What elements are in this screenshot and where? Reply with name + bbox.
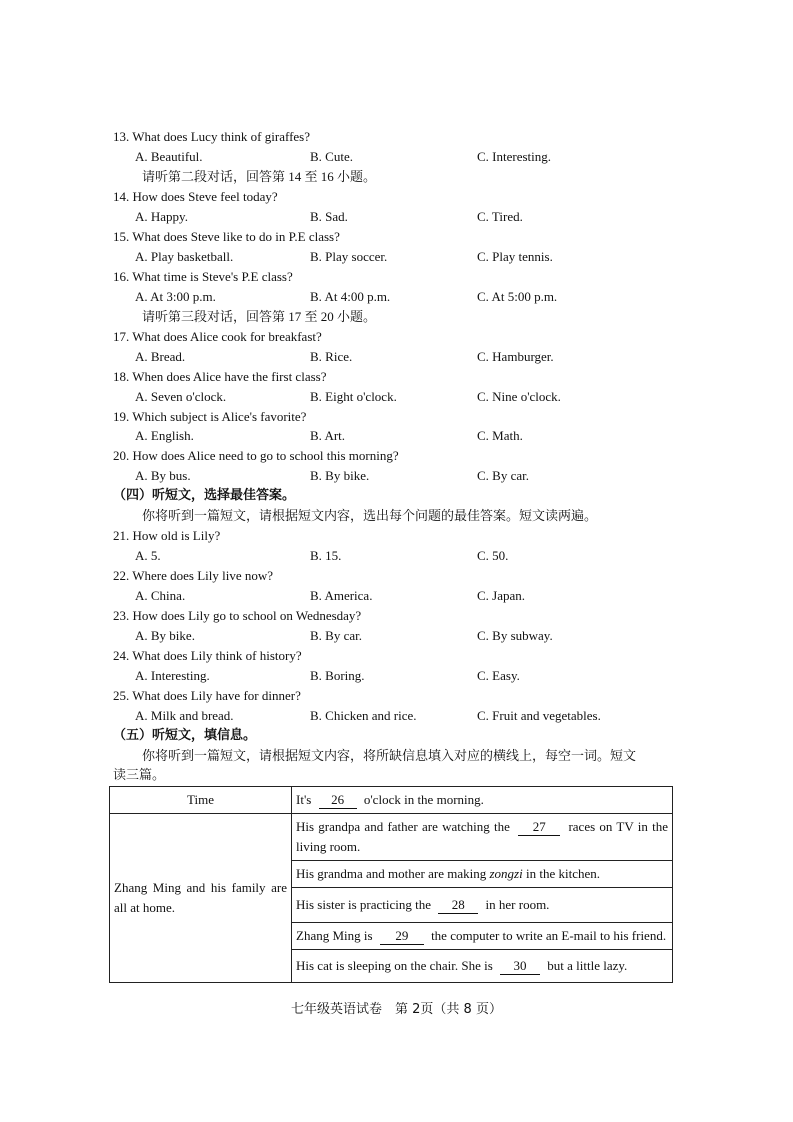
option-23c: C. By subway.	[477, 628, 553, 643]
question-24: 24. What does Lily think of history?	[113, 648, 302, 663]
option-22a: A. China.	[135, 588, 186, 603]
option-15a: A. Play basketball.	[135, 249, 234, 264]
row3-post: in her room.	[485, 897, 550, 912]
option-24b: B. Boring.	[310, 668, 365, 683]
table-row	[110, 814, 673, 861]
option-25c: C. Fruit and vegetables.	[477, 708, 601, 723]
page-footer: 七年级英语试卷 第 2页（共 8 页）	[291, 1002, 502, 1017]
option-13c: C. Interesting.	[477, 149, 552, 164]
section5-instruction-line1: 你将听到一篇短文，请根据短文内容，将所缺信息填入对应的横线上，每空一词。短文	[142, 748, 637, 763]
row5-post: but a little lazy.	[547, 958, 628, 973]
family-label: Zhang Ming and his family are all at home.	[110, 814, 292, 983]
option-21b: B. 15.	[310, 548, 342, 563]
row4-post: the computer to write an E-mail to his friend.	[431, 928, 667, 943]
option-15c: C. Play tennis.	[477, 249, 553, 264]
question-22: 22. Where does Lily live now?	[113, 568, 274, 583]
option-21a: A. 5.	[135, 548, 161, 563]
option-17a: A. Bread.	[135, 349, 186, 364]
option-13b: B. Cute.	[310, 149, 353, 164]
option-22b: B. America.	[310, 588, 373, 603]
option-14a: A. Happy.	[135, 209, 188, 224]
option-13a: A. Beautiful.	[135, 149, 203, 164]
option-19a: A. English.	[135, 428, 194, 443]
question-20: 20. How does Alice need to go to school this morning?	[113, 448, 399, 463]
option-18a: A. Seven o'clock.	[135, 389, 227, 404]
blank-27: 27	[518, 819, 560, 836]
time-cell	[292, 787, 673, 814]
dialog3-instruction: 请听第三段对话，回答第 17 至 20 小题。	[142, 309, 377, 324]
row2-cell	[292, 861, 673, 888]
option-24a: A. Interesting.	[135, 668, 210, 683]
time-post: o'clock in the morning.	[363, 792, 484, 807]
info-table	[109, 786, 673, 983]
blank-28: 28	[438, 897, 478, 914]
option-16c: C. At 5:00 p.m.	[477, 289, 558, 304]
option-18b: B. Eight o'clock.	[310, 389, 397, 404]
question-25: 25. What does Lily have for dinner?	[113, 688, 301, 703]
option-19b: B. Art.	[310, 428, 346, 443]
option-20b: B. By bike.	[310, 468, 370, 483]
blank-26: 26	[319, 792, 357, 809]
question-13: 13. What does Lucy think of giraffes?	[113, 129, 310, 144]
question-18: 18. When does Alice have the first class?	[113, 369, 327, 384]
time-pre: It's	[296, 792, 312, 807]
option-14b: B. Sad.	[310, 209, 348, 224]
question-16: 16. What time is Steve's P.E class?	[113, 269, 293, 284]
row3-pre: His sister is practicing the	[296, 897, 432, 912]
option-19c: C. Math.	[477, 428, 523, 443]
option-14c: C. Tired.	[477, 209, 523, 224]
option-15b: B. Play soccer.	[310, 249, 388, 264]
option-18c: C. Nine o'clock.	[477, 389, 561, 404]
question-14: 14. How does Steve feel today?	[113, 189, 278, 204]
section4-heading: （四）听短文，选择最佳答案。	[113, 488, 296, 503]
row1-post: races on TV in the living room.	[296, 819, 669, 854]
row2-pre: His grandma and mother are making	[296, 866, 487, 881]
option-20c: C. By car.	[477, 468, 529, 483]
option-23a: A. By bike.	[135, 628, 195, 643]
row1-cell	[292, 814, 673, 861]
time-label: Time	[110, 787, 292, 814]
section4-instruction: 你将听到一篇短文，请根据短文内容，选出每个问题的最佳答案。短文读两遍。	[142, 508, 598, 523]
section5-heading: （五）听短文，填信息。	[113, 728, 257, 743]
row1-pre: His grandpa and father are watching the	[296, 819, 510, 834]
question-23: 23. How does Lily go to school on Wednesday?	[113, 608, 362, 623]
row5-cell	[292, 950, 673, 983]
option-17b: B. Rice.	[310, 349, 353, 364]
option-25a: A. Milk and bread.	[135, 708, 234, 723]
row4-pre: Zhang Ming is	[296, 928, 373, 943]
option-16a: A. At 3:00 p.m.	[135, 289, 216, 304]
row2-post: in the kitchen.	[525, 866, 600, 881]
question-17: 17. What does Alice cook for breakfast?	[113, 329, 322, 344]
table-row	[110, 787, 673, 814]
blank-30: 30	[500, 958, 540, 975]
question-19: 19. Which subject is Alice's favorite?	[113, 409, 307, 424]
option-21c: C. 50.	[477, 548, 509, 563]
section5-instruction-line2: 读三篇。	[113, 767, 166, 782]
option-22c: C. Japan.	[477, 588, 526, 603]
row2-italic: zongzi	[489, 866, 523, 881]
option-23b: B. By car.	[310, 628, 362, 643]
row4-cell	[292, 923, 673, 950]
option-24c: C. Easy.	[477, 668, 520, 683]
option-16b: B. At 4:00 p.m.	[310, 289, 391, 304]
option-17c: C. Hamburger.	[477, 349, 554, 364]
option-20a: A. By bus.	[135, 468, 191, 483]
blank-29: 29	[380, 928, 424, 945]
question-15: 15. What does Steve like to do in P.E class?	[113, 229, 340, 244]
option-25b: B. Chicken and rice.	[310, 708, 417, 723]
question-21: 21. How old is Lily?	[113, 528, 221, 543]
row5-pre: His cat is sleeping on the chair. She is	[296, 958, 493, 973]
row3-cell	[292, 888, 673, 923]
dialog2-instruction: 请听第二段对话，回答第 14 至 16 小题。	[142, 169, 377, 184]
